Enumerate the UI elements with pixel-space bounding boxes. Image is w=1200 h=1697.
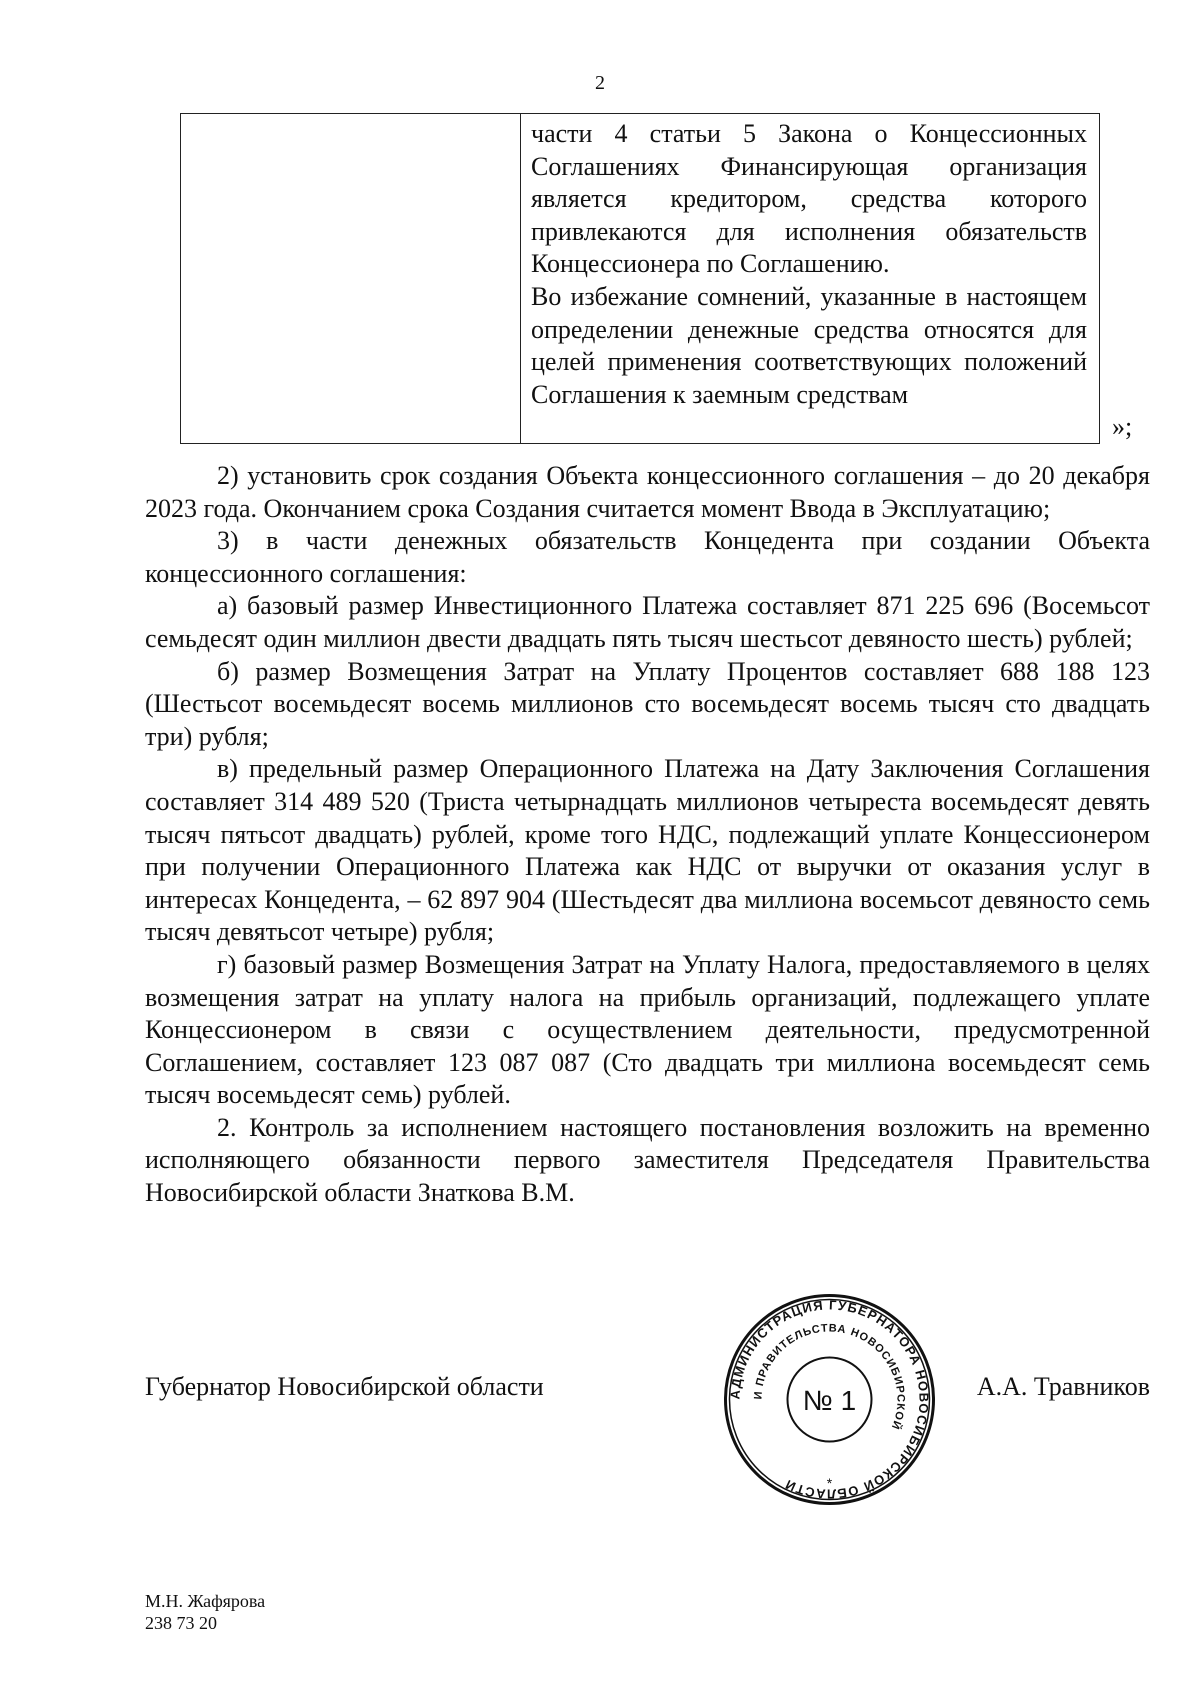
executor-phone: 238 73 20 (145, 1613, 217, 1633)
paragraph-subitem-b: б) размер Возмещения Затрат на Уплату Процентов составляет 688 188 123 (Шестьсот восемьдесят восемь миллионов сто восемьдесят восемь тысяч сто двадцать три) рубля; (145, 656, 1150, 751)
executor-info (145, 1590, 265, 1634)
definition-term-cell (181, 114, 521, 443)
definition-paragraph: Во избежание сомнений, указанные в настоящем определении денежные средства относятся для целей применения соответствующих положений Соглашения к заемным средствам (531, 281, 1087, 409)
executor-name: М.Н. Жафярова (145, 1591, 266, 1611)
definition-text-cell (521, 114, 1099, 443)
paragraph-subitem-a: а) базовый размер Инвестиционного Платежа составляет 871 225 696 (Восемьсот семьдесят один миллион двести двадцать пять тысяч шестьсот девяносто шесть) рублей; (145, 591, 1150, 653)
paragraph-subitem-g: г) базовый размер Возмещения Затрат на Уплату Налога, предоставляемого в целях возмещения затрат на уплату налога на прибыль организаций, подлежащего уплате Концессионером в связи с осуществлением деятельности, предусмотренной Соглашением, составляет 123 087 087 (Сто двадцать три миллиона восемьдесят семь тысяч восемьдесят семь) рублей. (145, 949, 1150, 1110)
paragraph-subitem-v: в) предельный размер Операционного Платежа на Дату Заключения Соглашения составляет 314 489 520 (Триста четырнадцать миллионов четыреста восемьдесят девять тысяч пятьсот двадцать) рублей, кроме того НДС, подлежащий уплате Концессионером при получении Операционного Платежа как НДС от выручки от оказания услуг в интересах Концедента, – 62 897 904 (Шестьдесят два миллиона восемьсот девяносто семь тысяч девятьсот четыре) рубля; (145, 754, 1150, 947)
official-seal (722, 1292, 937, 1507)
signature-block (145, 1372, 1150, 1412)
page-number: 2 (595, 72, 605, 94)
closing-quote: »; (1112, 412, 1133, 441)
paragraph-item-3: 3) в части денежных обязательств Концедента при создании Объекта концессионного соглашения: (145, 526, 1150, 588)
definition-table (180, 113, 1100, 444)
paragraph-control: 2. Контроль за исполнением настоящего постановления возложить на временно исполняющего обязанности первого заместителя Председателя Правительства Новосибирской области Знаткова В.М. (145, 1112, 1150, 1208)
seal-star: * (826, 1475, 833, 1491)
signatory-position: Губернатор Новосибирской области (145, 1372, 544, 1401)
document-body (145, 460, 1150, 1210)
paragraph-item-2: 2) установить срок создания Объекта концессионного соглашения – до 20 декабря 2023 года. Окончанием срока Создания считается момент Ввода в Эксплуатацию; (145, 461, 1150, 523)
seal-outer-path: АДМИНИСТРАЦИЯ ГУБЕРНАТОРА НОВОСИБИРСКОЙ ОБЛАСТИ (727, 1297, 932, 1502)
seal-number: № 1 (802, 1385, 857, 1416)
seal-inner-path: И ПРАВИТЕЛЬСТВА НОВОСИБИРСКОЙ (752, 1322, 907, 1432)
signatory-name: А.А. Травников (976, 1372, 1150, 1401)
definition-paragraph: части 4 статьи 5 Закона о Концессионных Соглашениях Финансирующая организация является кредитором, средства которого привлекаются для исполнения обязательств Концессионера по Соглашению. (531, 119, 1087, 279)
